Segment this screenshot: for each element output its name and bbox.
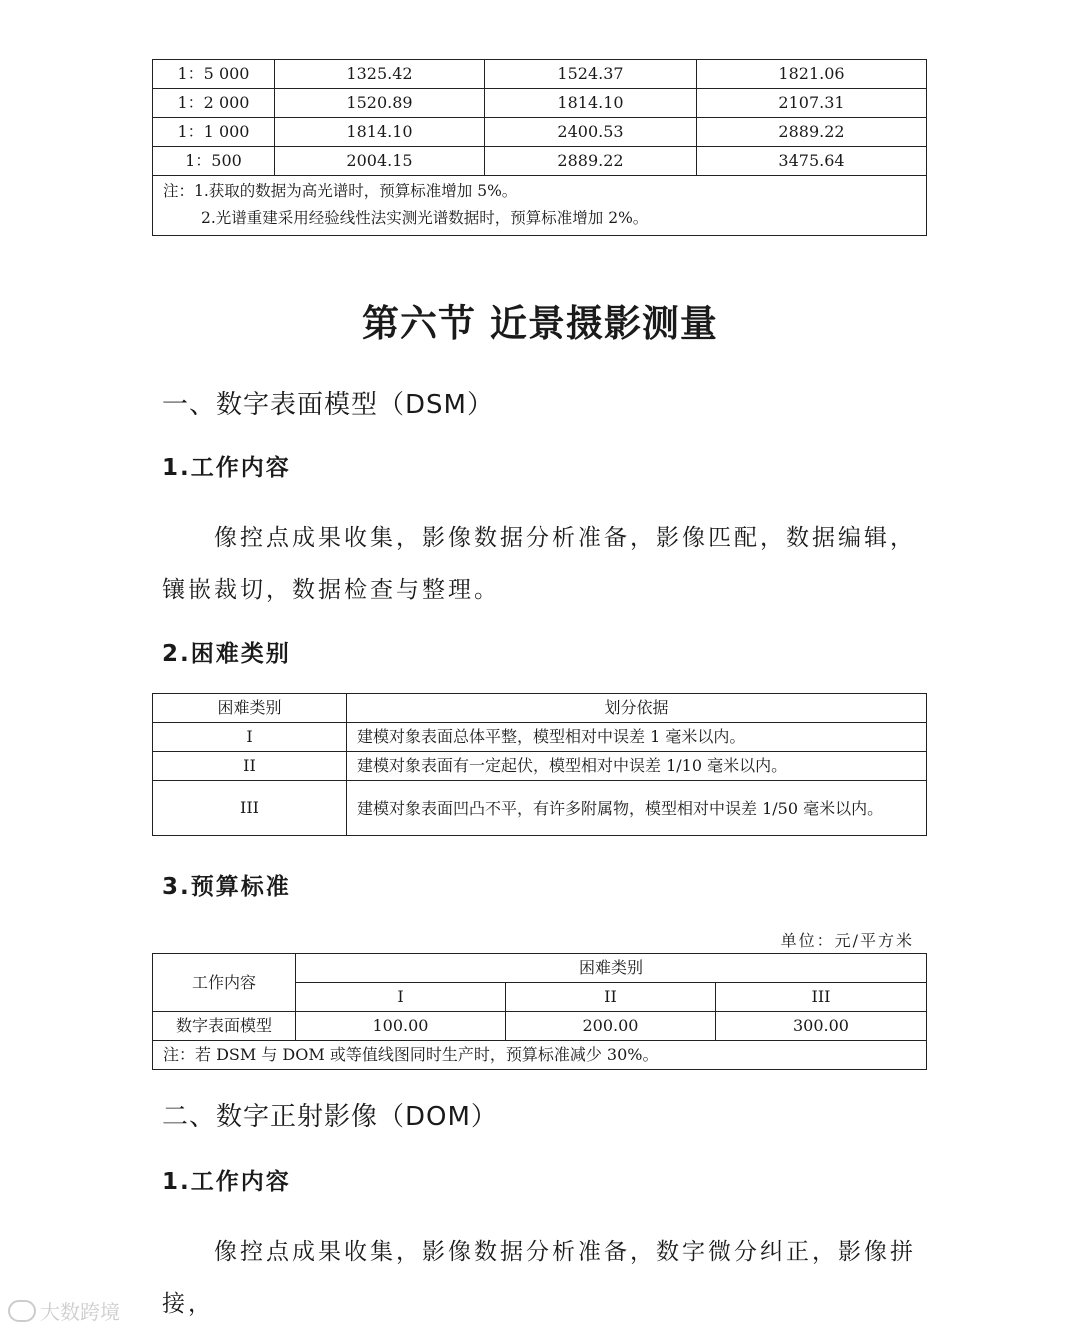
table-cell: 1：2 000 xyxy=(153,89,275,118)
dom-heading: 二、数字正射影像（DOM） xyxy=(162,1102,498,1132)
table-cell: 1814.10 xyxy=(485,89,697,118)
table-cell: 1524.37 xyxy=(485,60,697,89)
table-row xyxy=(153,752,927,781)
table-note-row xyxy=(153,1041,927,1070)
table-cell: 3475.64 xyxy=(697,147,927,176)
row-label: 数字表面模型 xyxy=(153,1012,296,1041)
table-cell: 1：5 000 xyxy=(153,60,275,89)
header-cell: 划分依据 xyxy=(347,694,927,723)
table-cell: 1：1 000 xyxy=(153,118,275,147)
difficulty-level: I xyxy=(153,723,347,752)
table-row xyxy=(153,723,927,752)
table-cell: 1814.10 xyxy=(275,118,485,147)
table-cell: 2400.53 xyxy=(485,118,697,147)
table-header-row xyxy=(153,954,927,983)
header-cell: 困难类别 xyxy=(296,954,927,983)
difficulty-table xyxy=(152,693,927,836)
table-cell: 1821.06 xyxy=(697,60,927,89)
dsm-budget-heading: 3.预算标准 xyxy=(162,874,291,900)
watermark-logo-icon xyxy=(8,1300,36,1322)
table-row xyxy=(153,89,927,118)
header-cell: 工作内容 xyxy=(153,954,296,1012)
difficulty-basis: 建模对象表面凹凸不平，有许多附属物，模型相对中误差 1/50 毫米以内。 xyxy=(347,781,927,836)
table-cell: 200.00 xyxy=(506,1012,716,1041)
dom-work-text: 像控点成果收集，影像数据分析准备，数字微分纠正，影像拼接， xyxy=(162,1239,916,1317)
table-row xyxy=(153,147,927,176)
table-row xyxy=(153,781,927,836)
watermark-text: 大数跨境 xyxy=(40,1300,120,1324)
note-line-1: 注：1.获取的数据为高光谱时，预算标准增加 5%。 xyxy=(163,182,518,200)
dsm-work-heading: 1.工作内容 xyxy=(162,455,291,481)
header-cell: 困难类别 xyxy=(153,694,347,723)
dsm-heading: 一、数字表面模型（DSM） xyxy=(162,390,494,420)
table-cell: 1：500 xyxy=(153,147,275,176)
table-cell: 300.00 xyxy=(716,1012,927,1041)
table-cell: 1520.89 xyxy=(275,89,485,118)
table-row xyxy=(153,118,927,147)
table-cell: 100.00 xyxy=(296,1012,506,1041)
table-note-row xyxy=(153,176,927,236)
section-title: 第六节 近景摄影测量 xyxy=(362,302,718,345)
table-cell: 2889.22 xyxy=(697,118,927,147)
table-cell: 1325.42 xyxy=(275,60,485,89)
table-cell: 2107.31 xyxy=(697,89,927,118)
table-cell: 2889.22 xyxy=(485,147,697,176)
note-line-2: 2.光谱重建采用经验线性法实测光谱数据时，预算标准增加 2%。 xyxy=(201,209,649,227)
difficulty-level: II xyxy=(153,752,347,781)
table-row xyxy=(153,1012,927,1041)
header-cell: III xyxy=(716,983,927,1012)
table-cell: 2004.15 xyxy=(275,147,485,176)
dom-work-heading: 1.工作内容 xyxy=(162,1169,291,1195)
table-note xyxy=(153,176,927,236)
header-cell: I xyxy=(296,983,506,1012)
table-note: 注：若 DSM 与 DOM 或等值线图同时生产时，预算标准减少 30%。 xyxy=(153,1041,927,1070)
difficulty-basis: 建模对象表面总体平整，模型相对中误差 1 毫米以内。 xyxy=(347,723,927,752)
budget-table xyxy=(152,953,927,1070)
table-row xyxy=(153,60,927,89)
watermark xyxy=(8,1296,120,1325)
header-cell: II xyxy=(506,983,716,1012)
unit-label: 单位：元/平方米 xyxy=(780,931,914,950)
scale-budget-table xyxy=(152,59,927,236)
dsm-difficulty-heading: 2.困难类别 xyxy=(162,641,291,667)
difficulty-level: III xyxy=(153,781,347,836)
dsm-work-text: 像控点成果收集，影像数据分析准备，影像匹配，数据编辑，镶嵌裁切，数据检查与整理。 xyxy=(162,525,916,603)
difficulty-basis: 建模对象表面有一定起伏，模型相对中误差 1/10 毫米以内。 xyxy=(347,752,927,781)
table-header-row xyxy=(153,694,927,723)
